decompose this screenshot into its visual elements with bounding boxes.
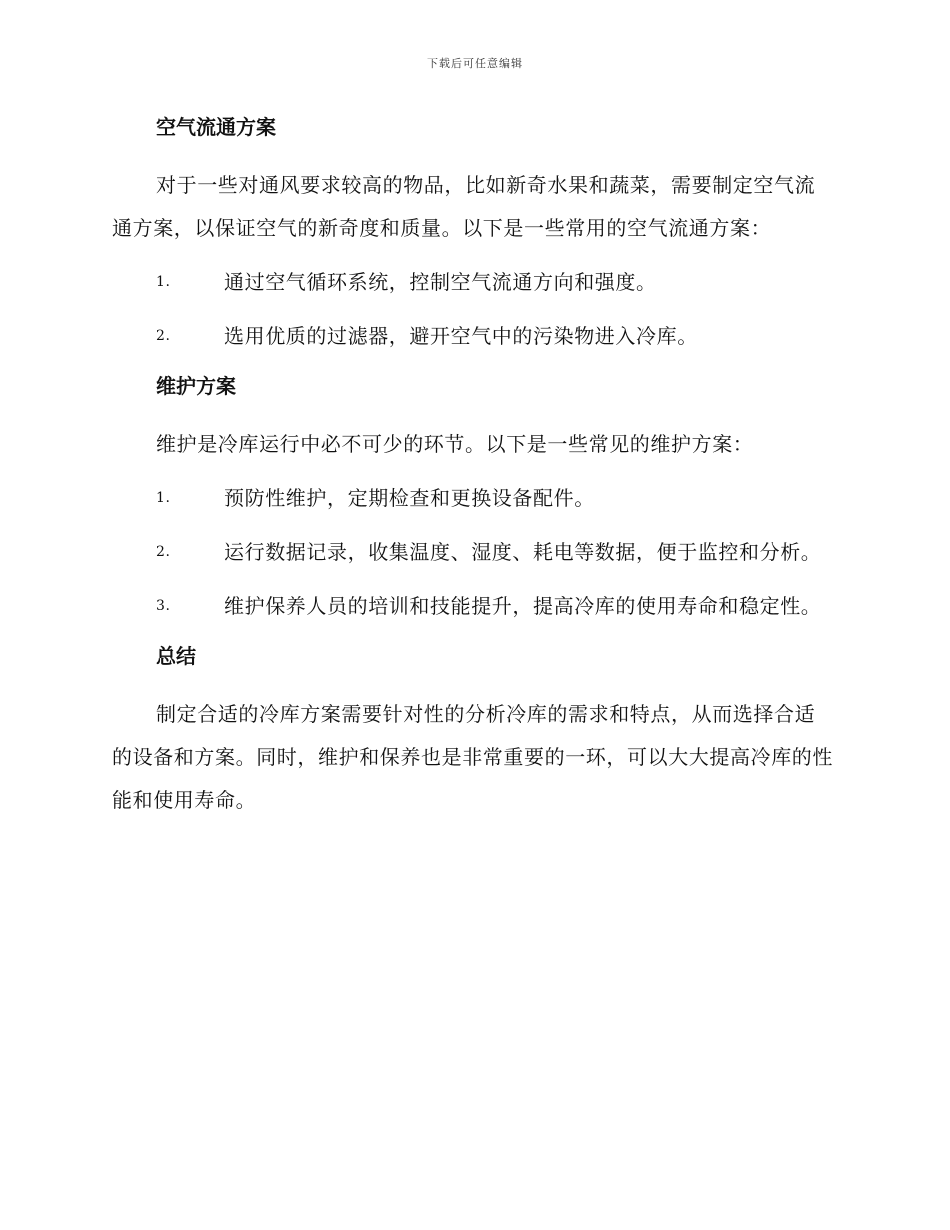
section-maintenance bbox=[112, 369, 834, 639]
list-item-text: 运行数据记录，收集温度、湿度、耗电等数据，便于监控和分析。 bbox=[224, 540, 822, 564]
list-number: 1. bbox=[156, 274, 171, 290]
document-body bbox=[112, 110, 834, 822]
section-summary bbox=[112, 639, 834, 822]
section-heading: 空气流通方案 bbox=[156, 115, 276, 139]
section-intro: 维护是冷库运行中必不可少的环节。以下是一些常见的维护方案： bbox=[156, 432, 754, 456]
list-item-text: 维护保养人员的培训和技能提升，提高冷库的使用寿命和稳定性。 bbox=[224, 594, 822, 618]
list-item bbox=[112, 477, 834, 520]
section-heading: 总结 bbox=[156, 644, 196, 668]
page-header: 下载后可任意编辑 bbox=[427, 57, 523, 70]
list-item bbox=[112, 585, 834, 628]
section-intro: 制定合适的冷库方案需要针对性的分析冷库的需求和特点，从而选择合适的设备和方案。同时，维护和保养也是非常重要的一环，可以大大提高冷库的性能和使用寿命。 bbox=[112, 702, 833, 812]
list-number: 2. bbox=[156, 328, 171, 344]
list-number: 1. bbox=[156, 490, 171, 506]
section-heading: 维护方案 bbox=[156, 374, 236, 398]
list-number: 2. bbox=[156, 544, 171, 560]
list-item bbox=[112, 315, 834, 358]
list-item-text: 选用优质的过滤器，避开空气中的污染物进入冷库。 bbox=[224, 324, 698, 348]
list-item bbox=[112, 531, 834, 574]
list-number: 3. bbox=[156, 598, 171, 614]
section-air-circulation bbox=[112, 110, 834, 369]
list-item-text: 通过空气循环系统，控制空气流通方向和强度。 bbox=[224, 270, 657, 294]
list-item-text: 预防性维护，定期检查和更换设备配件。 bbox=[224, 486, 595, 510]
list-item bbox=[112, 261, 834, 304]
section-intro: 对于一些对通风要求较高的物品，比如新奇水果和蔬菜，需要制定空气流通方案，以保证空气的新奇度和质量。以下是一些常用的空气流通方案： bbox=[112, 173, 816, 240]
